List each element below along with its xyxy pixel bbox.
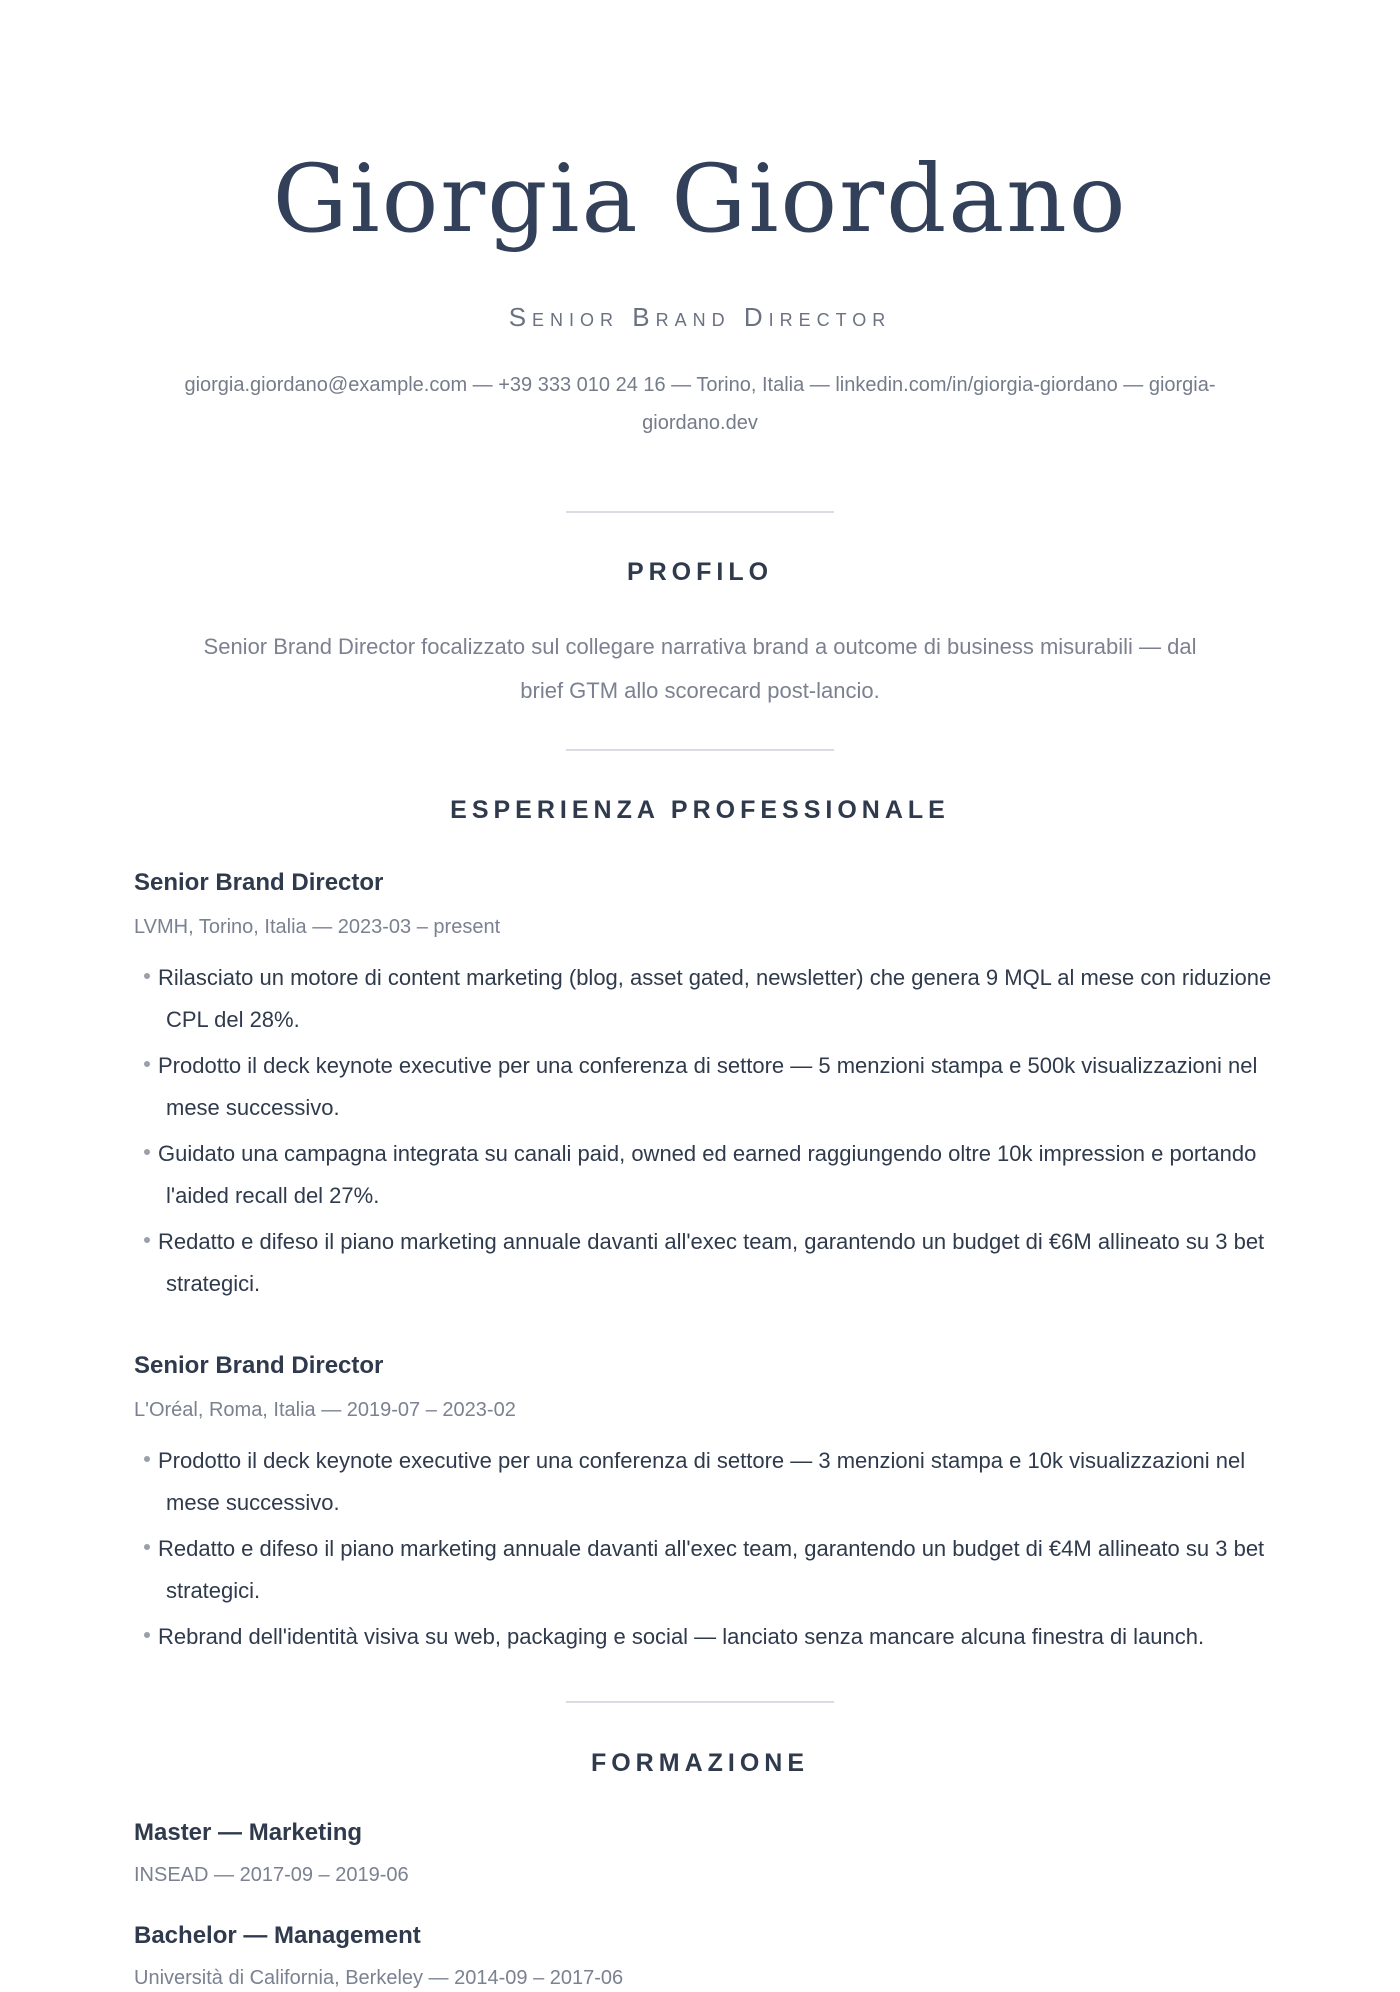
education-entry — [134, 1817, 1274, 1889]
profile-heading: PROFILO — [626, 558, 774, 586]
job-bullets — [134, 957, 1274, 1305]
bullet-dot-icon — [144, 973, 150, 979]
degree-title: Master — Marketing — [134, 1819, 363, 1846]
job-bullet: Prodotto il deck keynote executive per una conferenza di settore — 5 menzioni stampa e 500k visualizzazioni nel mese successivo. — [134, 1045, 1274, 1129]
section-divider — [566, 1701, 834, 1703]
job-bullets — [134, 1440, 1274, 1658]
job-bullet: Redatto e difeso il piano marketing annuale davanti all'exec team, garantendo un budget di €4M allineato su 3 bet strategici. — [134, 1528, 1274, 1612]
job-bullet: Prodotto il deck keynote executive per una conferenza di settore — 3 menzioni stampa e 10k visualizzazioni nel mese successivo. — [134, 1440, 1274, 1524]
job-bullet: Rilasciato un motore di content marketing (blog, asset gated, newsletter) che genera 9 MQL al mese con riduzione CPL del 28%. — [134, 957, 1274, 1041]
education-entry — [134, 1920, 1274, 1992]
candidate-role: Senior Brand Director — [508, 302, 892, 332]
degree-title: Bachelor — Management — [134, 1922, 421, 1949]
job-title: Senior Brand Director — [134, 1352, 384, 1379]
education-heading: FORMAZIONE — [590, 1749, 810, 1777]
degree-meta: Università di California, Berkeley — 2014-09 – 2017-06 — [134, 1967, 624, 1989]
bullet-dot-icon — [144, 1149, 150, 1155]
job-title: Senior Brand Director — [134, 869, 384, 896]
experience-heading: ESPERIENZA PROFESSIONALE — [450, 796, 950, 824]
candidate-name: Giorgia Giordano — [272, 145, 1128, 254]
section-divider — [566, 511, 834, 513]
profile-text: Senior Brand Director focalizzato sul collegare narrativa brand a outcome di business misurabili — dal brief GTM allo scorecard post-lancio. — [203, 634, 1197, 703]
job-bullet: Redatto e difeso il piano marketing annuale davanti all'exec team, garantendo un budget di €6M allineato su 3 bet strategici. — [134, 1221, 1274, 1305]
job-meta: L'Oréal, Roma, Italia — 2019-07 – 2023-02 — [134, 1399, 516, 1421]
bullet-dot-icon — [144, 1456, 150, 1462]
bullet-dot-icon — [144, 1061, 150, 1067]
bullet-dot-icon — [144, 1544, 150, 1550]
bullet-dot-icon — [144, 1237, 150, 1243]
job-bullet: Guidato una campagna integrata su canali paid, owned ed earned raggiungendo oltre 10k impression e portando l'aided recall del 27%. — [134, 1133, 1274, 1217]
section-divider — [566, 749, 834, 751]
job-bullet: Rebrand dell'identità visiva su web, packaging e social — lanciato senza mancare alcuna finestra di launch. — [134, 1616, 1274, 1658]
job-meta: LVMH, Torino, Italia — 2023-03 – present — [134, 916, 501, 938]
job-entry — [134, 867, 1274, 1309]
contact-line: giorgia.giordano@example.com — +39 333 010 24 16 — Torino, Italia — linkedin.com/in/giorgia-giordano — giorgia-giordano.dev — [184, 374, 1216, 434]
bullet-dot-icon — [144, 1632, 150, 1638]
job-entry — [134, 1350, 1274, 1662]
degree-meta: INSEAD — 2017-09 – 2019-06 — [134, 1864, 409, 1886]
